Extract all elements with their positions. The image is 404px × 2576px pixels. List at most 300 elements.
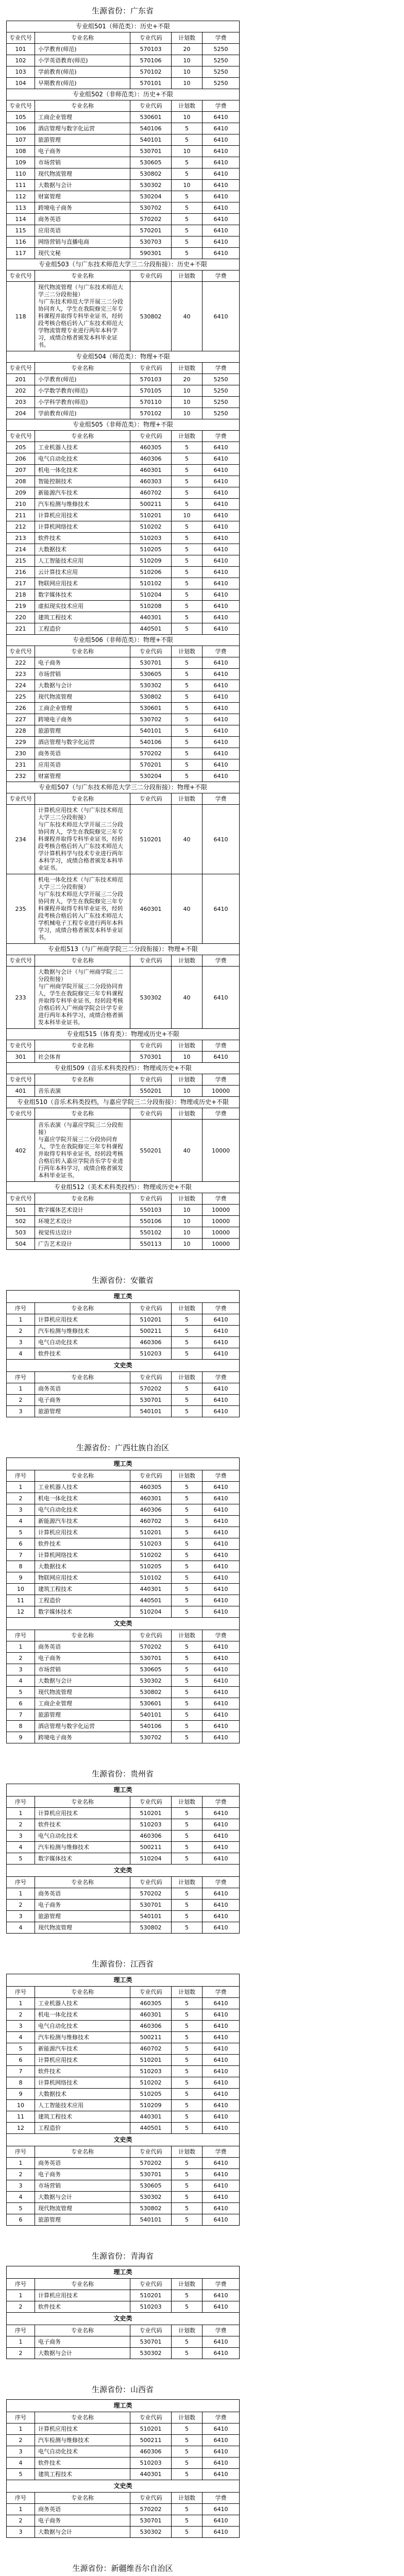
column-header: 学费 xyxy=(203,1877,240,1888)
tuition-cell: 6410 xyxy=(203,1808,240,1819)
major-no-cell: 3 xyxy=(7,2021,35,2032)
major-no-cell: 1 xyxy=(7,1482,35,1493)
province-section xyxy=(6,2248,239,2359)
tuition-cell: 6410 xyxy=(203,1052,240,1063)
major-no-cell: 107 xyxy=(7,134,35,146)
major-no-cell: 111 xyxy=(7,180,35,191)
column-header: 计划数 xyxy=(172,1630,203,1641)
major-code-cell: 540106 xyxy=(130,737,172,748)
major-group-header: 专业组503（与广东技术师范大学三二分段衔接）：历史+不限 xyxy=(7,259,240,270)
category-header-row xyxy=(7,2134,240,2146)
plan-count-cell: 5 xyxy=(172,589,203,601)
major-code-cell: 530302 xyxy=(130,967,172,1029)
major-name-cell: 市场营销 xyxy=(35,669,130,680)
plan-count-cell: 5 xyxy=(172,1900,203,1911)
column-header-row xyxy=(7,100,240,112)
major-no-cell: 234 xyxy=(7,805,35,874)
major-code-cell: 570103 xyxy=(130,44,172,55)
major-no-cell: 7 xyxy=(7,1709,35,1721)
table-row xyxy=(7,1911,240,1922)
tuition-cell: 6410 xyxy=(203,236,240,248)
major-no-cell: 4 xyxy=(7,1922,35,1934)
province-table-body xyxy=(7,1458,240,1743)
major-name-cell xyxy=(35,1120,130,1182)
column-header: 计划数 xyxy=(172,363,203,374)
tuition-cell: 6410 xyxy=(203,1698,240,1709)
tuition-cell: 6410 xyxy=(203,1538,240,1550)
major-group-header-row xyxy=(7,419,240,431)
category-header: 文史类 xyxy=(7,1618,240,1630)
column-header-row xyxy=(7,1303,240,1314)
tuition-cell: 6410 xyxy=(203,180,240,191)
column-header: 序号 xyxy=(7,1630,35,1641)
major-code-cell: 460305 xyxy=(130,1998,172,2009)
plan-count-cell: 5 xyxy=(172,157,203,168)
major-no-cell: 4 xyxy=(7,2032,35,2043)
tuition-cell: 6410 xyxy=(203,2032,240,2043)
column-header: 计划数 xyxy=(172,646,203,657)
column-header: 专业名称 xyxy=(35,1630,130,1641)
major-code-cell: 530605 xyxy=(130,1664,172,1675)
major-name-cell: 建筑工程技术 xyxy=(35,1584,130,1595)
major-name-cell: 商务英语 xyxy=(35,1641,130,1653)
major-name-cell: 跨境电子商务 xyxy=(35,202,130,214)
major-no-cell: 105 xyxy=(7,112,35,123)
plan-count-cell: 40 xyxy=(172,1120,203,1182)
major-name-cell: 数字媒体艺术设计 xyxy=(35,1205,130,1216)
major-no-cell: 402 xyxy=(7,1120,35,1182)
major-name-cell: 汽车检测与维修技术 xyxy=(35,499,130,510)
major-no-cell: 1 xyxy=(7,1998,35,2009)
column-header: 专业代号 xyxy=(7,1193,35,1205)
major-name-cell: 小学教育(师范) xyxy=(35,44,130,55)
major-name-cell: 汽车检测与维修技术 xyxy=(35,2435,130,2446)
major-name-cell: 跨境电子商务 xyxy=(35,714,130,725)
major-no-cell: 9 xyxy=(7,1572,35,1584)
province-plan-table xyxy=(6,1458,240,1743)
major-no-cell: 1 xyxy=(7,1888,35,1900)
column-header-row xyxy=(7,2146,240,2158)
major-no-cell: 5 xyxy=(7,2043,35,2055)
major-code-cell: 510202 xyxy=(130,1550,172,1561)
table-row xyxy=(7,544,240,555)
tuition-cell: 6410 xyxy=(203,2158,240,2169)
tuition-cell: 6410 xyxy=(203,123,240,134)
table-row xyxy=(7,510,240,521)
major-no-cell: 101 xyxy=(7,44,35,55)
column-header-row xyxy=(7,1074,240,1086)
tuition-cell: 6410 xyxy=(203,453,240,465)
major-name: 计算机应用技术（与广东技术师范大学三二分段衔接） xyxy=(38,807,123,821)
major-no-cell: 6 xyxy=(7,2055,35,2066)
tuition-cell: 6410 xyxy=(203,1383,240,1395)
province-title: 生源省份：新疆维吾尔自治区 xyxy=(72,2564,173,2573)
table-row xyxy=(7,2504,240,2515)
major-code-cell: 550113 xyxy=(130,1239,172,1250)
major-no-cell: 230 xyxy=(7,748,35,759)
table-row xyxy=(7,1819,240,1831)
column-header: 专业代号 xyxy=(7,793,35,805)
table-row xyxy=(7,44,240,55)
column-header-row xyxy=(7,431,240,442)
plan-count-cell: 40 xyxy=(172,805,203,874)
major-no-cell: 4 xyxy=(7,1842,35,1853)
major-no-cell: 229 xyxy=(7,737,35,748)
table-row xyxy=(7,2123,240,2134)
column-header: 专业代码 xyxy=(130,1987,172,1998)
tuition-cell: 6410 xyxy=(203,1911,240,1922)
category-header: 理工类 xyxy=(7,1974,240,1987)
major-name-cell: 工业机器人技术 xyxy=(35,1482,130,1493)
column-header-row xyxy=(7,1470,240,1482)
major-no-cell: 112 xyxy=(7,191,35,202)
tuition-cell: 6410 xyxy=(203,112,240,123)
tuition-cell: 6410 xyxy=(203,1482,240,1493)
major-name-cell: 机电一体化技术 xyxy=(35,465,130,476)
plan-count-cell: 5 xyxy=(172,2043,203,2055)
tuition-cell: 6410 xyxy=(203,601,240,612)
major-code-cell: 510206 xyxy=(130,567,172,578)
column-header: 专业代号 xyxy=(7,32,35,44)
major-code-cell: 530605 xyxy=(130,2180,172,2192)
major-no-cell: 3 xyxy=(7,1406,35,1417)
major-code-cell: 440501 xyxy=(130,1595,172,1606)
table-row xyxy=(7,521,240,533)
plan-count-cell: 5 xyxy=(172,168,203,180)
major-no-cell: 2 xyxy=(7,2009,35,2021)
plan-count-cell: 5 xyxy=(172,1922,203,1934)
major-code-cell: 530802 xyxy=(130,691,172,703)
major-code-cell: 570201 xyxy=(130,225,172,236)
table-row xyxy=(7,1842,240,1853)
plan-count-cell: 10 xyxy=(172,1052,203,1063)
tuition-cell: 6410 xyxy=(203,1348,240,1360)
tuition-cell: 6410 xyxy=(203,1606,240,1618)
tuition-cell: 6410 xyxy=(203,465,240,476)
table-row xyxy=(7,1482,240,1493)
major-no-cell: 5 xyxy=(7,2469,35,2480)
major-name-cell: 电子商务 xyxy=(35,1900,130,1911)
major-code-cell: 510201 xyxy=(130,805,172,874)
table-row xyxy=(7,1527,240,1538)
province-title: 生源省份：广西壮族自治区 xyxy=(76,1443,169,1452)
column-header: 专业代码 xyxy=(130,1372,172,1383)
major-name-cell: 计算机应用技术 xyxy=(35,1808,130,1819)
plan-count-cell: 5 xyxy=(172,1808,203,1819)
table-row xyxy=(7,533,240,544)
category-header-row xyxy=(7,2480,240,2493)
plan-count-cell: 5 xyxy=(172,771,203,782)
column-header: 专业代码 xyxy=(130,1193,172,1205)
major-name-cell: 社会体育 xyxy=(35,1052,130,1063)
major-code-cell: 510102 xyxy=(130,1572,172,1584)
tuition-cell: 6410 xyxy=(203,282,240,351)
plan-count-cell: 5 xyxy=(172,2435,203,2446)
major-code-cell: 570103 xyxy=(130,374,172,385)
plan-count-cell: 10 xyxy=(172,408,203,419)
province-guangdong xyxy=(6,3,239,1250)
major-code-cell: 530601 xyxy=(130,112,172,123)
column-header: 专业代码 xyxy=(130,1470,172,1482)
plan-count-cell: 5 xyxy=(172,759,203,771)
column-header: 序号 xyxy=(7,2412,35,2424)
column-header-row xyxy=(7,1193,240,1205)
major-code-cell: 570101 xyxy=(130,78,172,89)
plan-count-cell: 5 xyxy=(172,2066,203,2077)
plan-count-cell: 5 xyxy=(172,748,203,759)
major-no-cell: 202 xyxy=(7,385,35,397)
major-name-cell: 电子商务 xyxy=(35,146,130,157)
column-header: 专业名称 xyxy=(35,2412,130,2424)
plan-count-cell: 5 xyxy=(172,1337,203,1348)
major-no-cell: 11 xyxy=(7,2111,35,2123)
plan-count-cell: 5 xyxy=(172,2527,203,2538)
table-row xyxy=(7,737,240,748)
column-header-row xyxy=(7,2325,240,2336)
category-header-row xyxy=(7,1360,240,1372)
table-row xyxy=(7,408,240,419)
column-header: 学费 xyxy=(203,32,240,44)
major-no-cell: 217 xyxy=(7,578,35,589)
major-code-cell: 500211 xyxy=(130,499,172,510)
major-group-header-row xyxy=(7,1097,240,1108)
plan-count-cell: 5 xyxy=(172,2515,203,2527)
tuition-cell: 10000 xyxy=(203,1216,240,1227)
major-name-cell: 计算机应用技术 xyxy=(35,510,130,521)
column-header: 学费 xyxy=(203,1797,240,1808)
table-row xyxy=(7,2089,240,2100)
column-header: 专业名称 xyxy=(35,1470,130,1482)
major-no-cell: 7 xyxy=(7,2066,35,2077)
major-code-cell: 570105 xyxy=(130,385,172,397)
plan-count-cell: 5 xyxy=(172,1687,203,1698)
major-code-cell: 460306 xyxy=(130,2446,172,2458)
table-row xyxy=(7,112,240,123)
plan-count-cell: 5 xyxy=(172,476,203,487)
column-header: 专业代号 xyxy=(7,1074,35,1086)
plan-count-cell: 5 xyxy=(172,2203,203,2214)
major-code-cell: 510202 xyxy=(130,2077,172,2089)
column-header: 学费 xyxy=(203,1074,240,1086)
column-header: 序号 xyxy=(7,1987,35,1998)
plan-count-cell: 40 xyxy=(172,874,203,944)
table-row xyxy=(7,1664,240,1675)
column-header: 专业名称 xyxy=(35,1040,130,1052)
tuition-cell: 6410 xyxy=(203,1675,240,1687)
table-row xyxy=(7,2446,240,2458)
plan-count-cell: 10 xyxy=(172,385,203,397)
plan-count-cell: 5 xyxy=(172,1911,203,1922)
column-header: 专业名称 xyxy=(35,1797,130,1808)
table-row xyxy=(7,2032,240,2043)
tuition-cell: 6410 xyxy=(203,2527,240,2538)
major-group-header: 专业组507（与广东技术师范大学三二分段衔接）：物理+不限 xyxy=(7,782,240,793)
province-section xyxy=(6,2561,239,2576)
province-table-body xyxy=(7,1784,240,1934)
major-no-cell: 2 xyxy=(7,1653,35,1664)
plan-count-cell: 5 xyxy=(172,1641,203,1653)
major-code-cell: 460702 xyxy=(130,2043,172,2055)
column-header: 专业名称 xyxy=(35,363,130,374)
table-row xyxy=(7,1721,240,1732)
province-title: 生源省份：江西省 xyxy=(91,1959,154,1969)
major-name-cell: 商务英语 xyxy=(35,1383,130,1395)
major-no-cell: 10 xyxy=(7,2100,35,2111)
major-name-cell: 商务英语 xyxy=(35,2504,130,2515)
major-no-cell: 3 xyxy=(7,1664,35,1675)
major-code-cell: 510205 xyxy=(130,544,172,555)
major-no-cell: 206 xyxy=(7,453,35,465)
major-no-cell: 203 xyxy=(7,397,35,408)
column-header: 专业名称 xyxy=(35,270,130,282)
table-row xyxy=(7,157,240,168)
plan-count-cell: 5 xyxy=(172,1406,203,1417)
major-no-cell: 205 xyxy=(7,442,35,453)
table-row xyxy=(7,1227,240,1239)
major-no-cell: 2 xyxy=(7,1395,35,1406)
plan-count-cell: 5 xyxy=(172,578,203,589)
plan-count-cell: 20 xyxy=(172,374,203,385)
major-code-cell: 530204 xyxy=(130,771,172,782)
column-header: 专业名称 xyxy=(35,1987,130,1998)
column-header: 计划数 xyxy=(172,1303,203,1314)
major-no-cell: 3 xyxy=(7,2527,35,2538)
major-code-cell: 500211 xyxy=(130,2435,172,2446)
column-header: 计划数 xyxy=(172,955,203,967)
major-name-cell: 学前教育(师范) xyxy=(35,408,130,419)
major-name-cell: 新能源汽车技术 xyxy=(35,487,130,499)
major-name-cell: 小学教育(师范) xyxy=(35,374,130,385)
major-name-cell: 大数据技术 xyxy=(35,2089,130,2100)
major-name-cell xyxy=(35,805,130,874)
major-name-cell: 电子商务 xyxy=(35,2336,130,2348)
column-header-row xyxy=(7,270,240,282)
province-plan-table xyxy=(6,1974,240,2226)
plan-count-cell: 10 xyxy=(172,55,203,66)
plan-count-cell: 5 xyxy=(172,533,203,544)
tuition-cell: 6410 xyxy=(203,248,240,259)
tuition-cell: 6410 xyxy=(203,567,240,578)
column-header: 学费 xyxy=(203,363,240,374)
major-name-cell: 应用英语 xyxy=(35,759,130,771)
major-code-cell: 530802 xyxy=(130,2203,172,2214)
column-header: 专业代码 xyxy=(130,1108,172,1120)
major-no-cell: 224 xyxy=(7,680,35,691)
table-row xyxy=(7,1383,240,1395)
major-code-cell: 530601 xyxy=(130,703,172,714)
column-header: 专业代码 xyxy=(130,2146,172,2158)
plan-count-cell: 5 xyxy=(172,2077,203,2089)
category-header: 理工类 xyxy=(7,1458,240,1470)
major-code-cell: 510203 xyxy=(130,2066,172,2077)
table-row xyxy=(7,1709,240,1721)
tuition-cell: 6410 xyxy=(203,805,240,874)
plan-count-cell: 5 xyxy=(172,601,203,612)
major-code-cell: 510203 xyxy=(130,2301,172,2313)
tuition-cell: 6410 xyxy=(203,1687,240,1698)
tuition-cell: 6410 xyxy=(203,2424,240,2435)
major-code-cell: 570106 xyxy=(130,55,172,66)
major-code-cell: 540101 xyxy=(130,1911,172,1922)
major-no-cell: 218 xyxy=(7,589,35,601)
tuition-cell: 6410 xyxy=(203,521,240,533)
major-no-cell: 12 xyxy=(7,2123,35,2134)
plan-count-cell: 5 xyxy=(172,1538,203,1550)
major-code-cell: 510204 xyxy=(130,589,172,601)
table-row xyxy=(7,1493,240,1504)
table-row xyxy=(7,202,240,214)
major-name-cell: 早期教育(师范) xyxy=(35,78,130,89)
major-code-cell: 440301 xyxy=(130,2111,172,2123)
table-row xyxy=(7,191,240,202)
major-name-cell: 现代物流管理 xyxy=(35,691,130,703)
major-name-cell: 大数据与会计 xyxy=(35,1675,130,1687)
major-code-cell: 500211 xyxy=(130,2032,172,2043)
column-header: 专业代号 xyxy=(7,363,35,374)
tuition-cell: 6410 xyxy=(203,2348,240,2359)
major-group-header-row xyxy=(7,1182,240,1193)
column-header: 专业名称 xyxy=(35,100,130,112)
column-header: 专业名称 xyxy=(35,955,130,967)
tuition-cell: 6410 xyxy=(203,1561,240,1572)
plan-count-cell: 5 xyxy=(172,2055,203,2066)
major-no-cell: 2 xyxy=(7,1326,35,1337)
tuition-cell: 6410 xyxy=(203,2100,240,2111)
table-row xyxy=(7,1216,240,1227)
plan-count-cell: 5 xyxy=(172,1664,203,1675)
table-row xyxy=(7,771,240,782)
province-plan-table xyxy=(6,2399,240,2538)
plan-count-cell: 10 xyxy=(172,1205,203,1216)
major-no-cell: 3 xyxy=(7,1911,35,1922)
major-code-cell: 530701 xyxy=(130,146,172,157)
major-name-cell: 建筑工程技术 xyxy=(35,2111,130,2123)
tuition-cell: 6410 xyxy=(203,680,240,691)
major-no-cell: 9 xyxy=(7,1732,35,1743)
tuition-cell: 6410 xyxy=(203,533,240,544)
tuition-cell: 6410 xyxy=(203,1493,240,1504)
province-title: 生源省份：贵州省 xyxy=(91,1769,154,1778)
major-no-cell: 8 xyxy=(7,1721,35,1732)
tuition-cell: 6410 xyxy=(203,1527,240,1538)
major-name-cell: 计算机应用技术 xyxy=(35,1314,130,1326)
major-no-cell: 2 xyxy=(7,2515,35,2527)
major-code-cell: 550103 xyxy=(130,1205,172,1216)
tuition-cell: 6410 xyxy=(203,759,240,771)
plan-count-cell: 5 xyxy=(172,669,203,680)
column-header: 学费 xyxy=(203,1040,240,1052)
table-row xyxy=(7,623,240,635)
major-no-cell: 201 xyxy=(7,374,35,385)
table-row xyxy=(7,2435,240,2446)
major-name-cell: 学前教育(师范) xyxy=(35,66,130,78)
major-no-cell: 502 xyxy=(7,1216,35,1227)
plan-count-cell: 5 xyxy=(172,555,203,567)
major-name-cell: 汽车检测与维修技术 xyxy=(35,1842,130,1853)
major-no-cell: 7 xyxy=(7,1550,35,1561)
major-code-cell: 530701 xyxy=(130,657,172,669)
column-header: 专业代码 xyxy=(130,2412,172,2424)
table-row xyxy=(7,1888,240,1900)
major-code-cell: 530302 xyxy=(130,2192,172,2203)
major-no-cell: 118 xyxy=(7,282,35,351)
major-code-cell: 540106 xyxy=(130,123,172,134)
column-header: 计划数 xyxy=(172,1193,203,1205)
table-row xyxy=(7,225,240,236)
major-code-cell: 440301 xyxy=(130,1584,172,1595)
major-code-cell: 510203 xyxy=(130,1538,172,1550)
plan-count-cell: 5 xyxy=(172,657,203,669)
